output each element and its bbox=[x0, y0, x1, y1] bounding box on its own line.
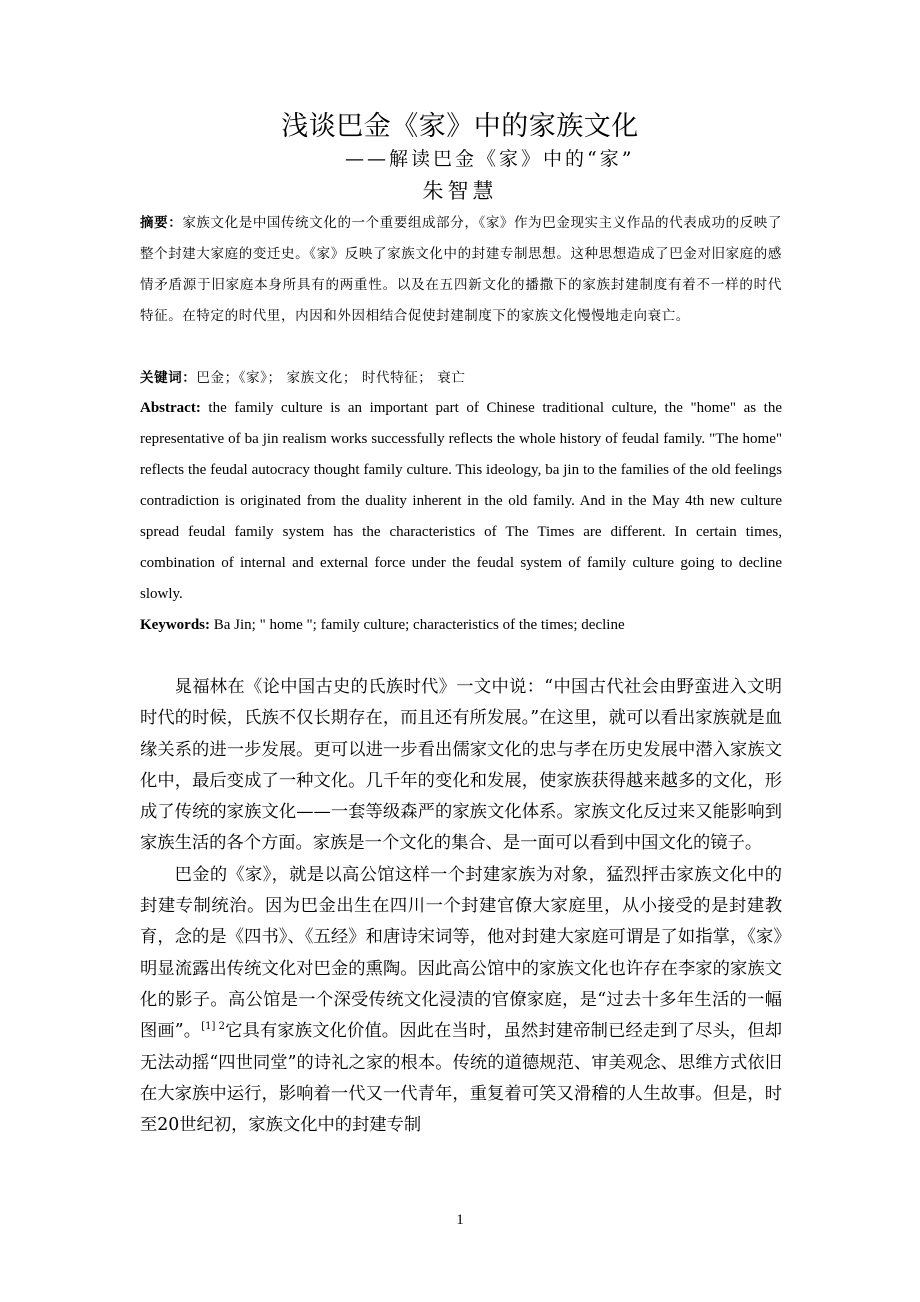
paper-title: 浅谈巴金《家》中的家族文化 bbox=[281, 111, 639, 142]
keywords-english bbox=[140, 610, 800, 641]
body-paragraph-2 bbox=[140, 860, 782, 1142]
citation-reference: [1] 2 bbox=[201, 1021, 226, 1033]
body-paragraph-2-part-b: 它具有家族文化价值。因此在当时，虽然封建帝制已经走到了尽头，但却无法动摇“四世同堂”的诗礼之家的根本。传统的道德规范、审美观念、思维方式依旧在大家族中运行，影响着一代又一代青年，重复着可笑又滑稽的人生故事。但是，时至20世纪初，家族文化中的封建专制 bbox=[140, 1021, 782, 1136]
keywords-chinese-text: 巴金；《家》； 家族文化； 时代特征； 衰亡 bbox=[196, 370, 466, 386]
body-paragraph-2-part-a: 巴金的《家》，就是以高公馆这样一个封建家族为对象，猛烈抨击家族文化中的封建专制统治。因为巴金出生在四川一个封建官僚大家庭里，从小接受的是封建教育，念的是《四书》、《五经》和唐诗宋词等，他对封建大家庭可谓是了如指掌，《家》明显流露出传统文化对巴金的熏陶。因此高公馆中的家族文化也许存在李家的家族文化的影子。高公馆是一个深受传统文化浸渍的官僚家庭，是“过去十多年生活的一幅图画”。 bbox=[140, 864, 782, 1042]
abstract-chinese bbox=[140, 208, 782, 332]
paper-subtitle: ——解读巴金《家》中的“家” bbox=[345, 148, 635, 170]
author-name: 朱智慧 bbox=[422, 179, 498, 203]
keywords-chinese bbox=[140, 363, 782, 394]
abstract-chinese-label: 摘要： bbox=[140, 215, 183, 231]
body-text bbox=[140, 672, 782, 1141]
abstract-english-text: the family culture is an important part of Chinese traditional culture, the "home" as the representative of ba jin realism works successfully reflects the whole history of feudal family. "The home" reflects the feudal autocracy thought family culture. This ideology, ba jin to the families of the old feelings contradiction is originated from the duality inherent in the old family. And in the May 4th new culture spread feudal family system has the characteristics of The Times are different. In certain times, combination of internal and external force under the feudal system of family culture going to decline slowly. bbox=[140, 400, 782, 602]
abstract-english bbox=[140, 393, 782, 610]
keywords-english-label: Keywords: bbox=[140, 617, 210, 633]
body-paragraph-1: 晁福林在《论中国古史的氏族时代》一文中说：“中国古代社会由野蛮进入文明时代的时候，氏族不仅长期存在，而且还有所发展。”在这里，就可以看出家族就是血缘关系的进一步发展。更可以进一步看出儒家文化的忠与孝在历史发展中潜入家族文化中，最后变成了一种文化。几千年的变化和发展，使家族获得越来越多的文化，形成了传统的家族文化——一套等级森严的家族文化体系。家族文化反过来又能影响到家族生活的各个方面。家族是一个文化的集合、是一面可以看到中国文化的镜子。 bbox=[140, 677, 782, 854]
page-number: 1 bbox=[456, 1212, 464, 1228]
abstract-chinese-text: 家族文化是中国传统文化的一个重要组成部分，《家》作为巴金现实主义作品的代表成功的反映了整个封建大家庭的变迁史。《家》反映了家族文化中的封建专制思想。这种思想造成了巴金对旧家庭的感情矛盾源于旧家庭本身所具有的两重性。以及在五四新文化的播撒下的家族封建制度有着不一样的时代特征。在特定的时代里，内因和外因相结合促使封建制度下的家族文化慢慢地走向衰亡。 bbox=[140, 215, 782, 324]
abstract-english-label: Abstract: bbox=[140, 400, 201, 416]
keywords-english-text: Ba Jin; " home "; family culture; characteristics of the times; decline bbox=[210, 617, 625, 633]
keywords-chinese-label: 关键词： bbox=[140, 370, 197, 386]
